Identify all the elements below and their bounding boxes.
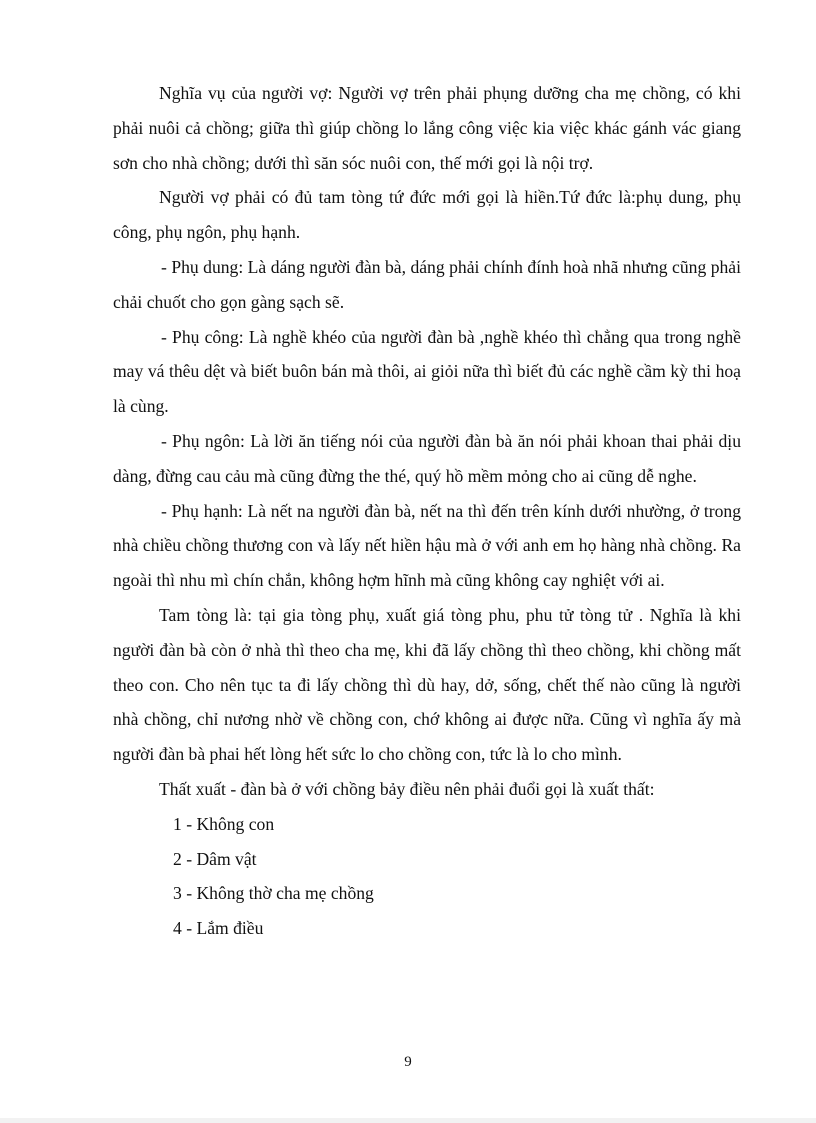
page-body xyxy=(113,76,741,946)
list-item: 3 - Không thờ cha mẹ chồng xyxy=(173,883,374,904)
paragraph-four-virtues: Người vợ phải có đủ tam tòng tứ đức mới gọi là hiền.Tứ đức là:phụ dung, phụ công, phụ ngôn, phụ hạnh. xyxy=(113,187,741,243)
that-xuat-list xyxy=(113,807,741,946)
paragraph-tam-tong: Tam tòng là: tại gia tòng phụ, xuất giá tòng phu, phu tử tòng tử . Nghĩa là khi người đàn bà còn ở nhà thì theo cha mẹ, khi đã lấy chồng thì theo chồng, khi chồng mất theo con. Cho nên tục ta đi lấy chồng thì dù hay, dở, sống, chết thế nào cũng là người nhà chồng, chỉ nương nhờ về chồng con, chớ không ai được nữa. Cũng vì nghĩa ấy mà người đàn bà phai hết lòng hết sức lo cho chồng con, tức là lo cho mình. xyxy=(113,604,741,765)
paragraph-phu-dung: - Phụ dung: Là dáng người đàn bà, dáng phải chính đính hoà nhã nhưng cũng phải chải chuốt cho gọn gàng sạch sẽ. xyxy=(113,256,741,312)
list-item: 1 - Không con xyxy=(173,813,275,834)
paragraph-phu-cong: - Phụ công: Là nghề khéo của người đàn bà ,nghề khéo thì chẳng qua trong nghề may vá thêu dệt và biết buôn bán mà thôi, ai giỏi nữa thì biết đủ các nghề cầm kỳ thi hoạ là cùng. xyxy=(113,326,741,417)
paragraph-wife-duties: Nghĩa vụ của người vợ: Người vợ trên phải phụng dưỡng cha mẹ chồng, có khi phải nuôi cả chồng; giữa thì giúp chồng lo lắng công việc kia việc khác gánh vác giang sơn cho nhà chồng; dưới thì săn sóc nuôi con, thế mới gọi là nội trợ. xyxy=(113,83,741,173)
paragraph-phu-ngon: - Phụ ngôn: Là lời ăn tiếng nói của người đàn bà ăn nói phải khoan thai phải dịu dàng, đừng cau cảu mà cũng đừng the thé, quý hồ mềm mỏng cho ai cũng dễ nghe. xyxy=(113,430,741,486)
page-bottom-edge xyxy=(0,1118,816,1123)
paragraph-phu-hanh: - Phụ hạnh: Là nết na người đàn bà, nết na thì đến trên kính dưới nhường, ở trong nhà chiều chồng thương con và lấy nết hiền hậu mà ở với anh em họ hàng nhà chồng. Ra ngoài thì nhu mì chín chắn, không hợm hĩnh mà cũng không cay nghiệt với ai. xyxy=(113,500,741,591)
list-item: 4 - Lắm điều xyxy=(173,918,264,939)
list-item: 2 - Dâm vật xyxy=(173,848,257,869)
page-number: 9 xyxy=(404,1054,412,1070)
paragraph-that-xuat: Thất xuất - đàn bà ở với chồng bảy điều nên phải đuổi gọi là xuất thất: xyxy=(159,778,655,799)
